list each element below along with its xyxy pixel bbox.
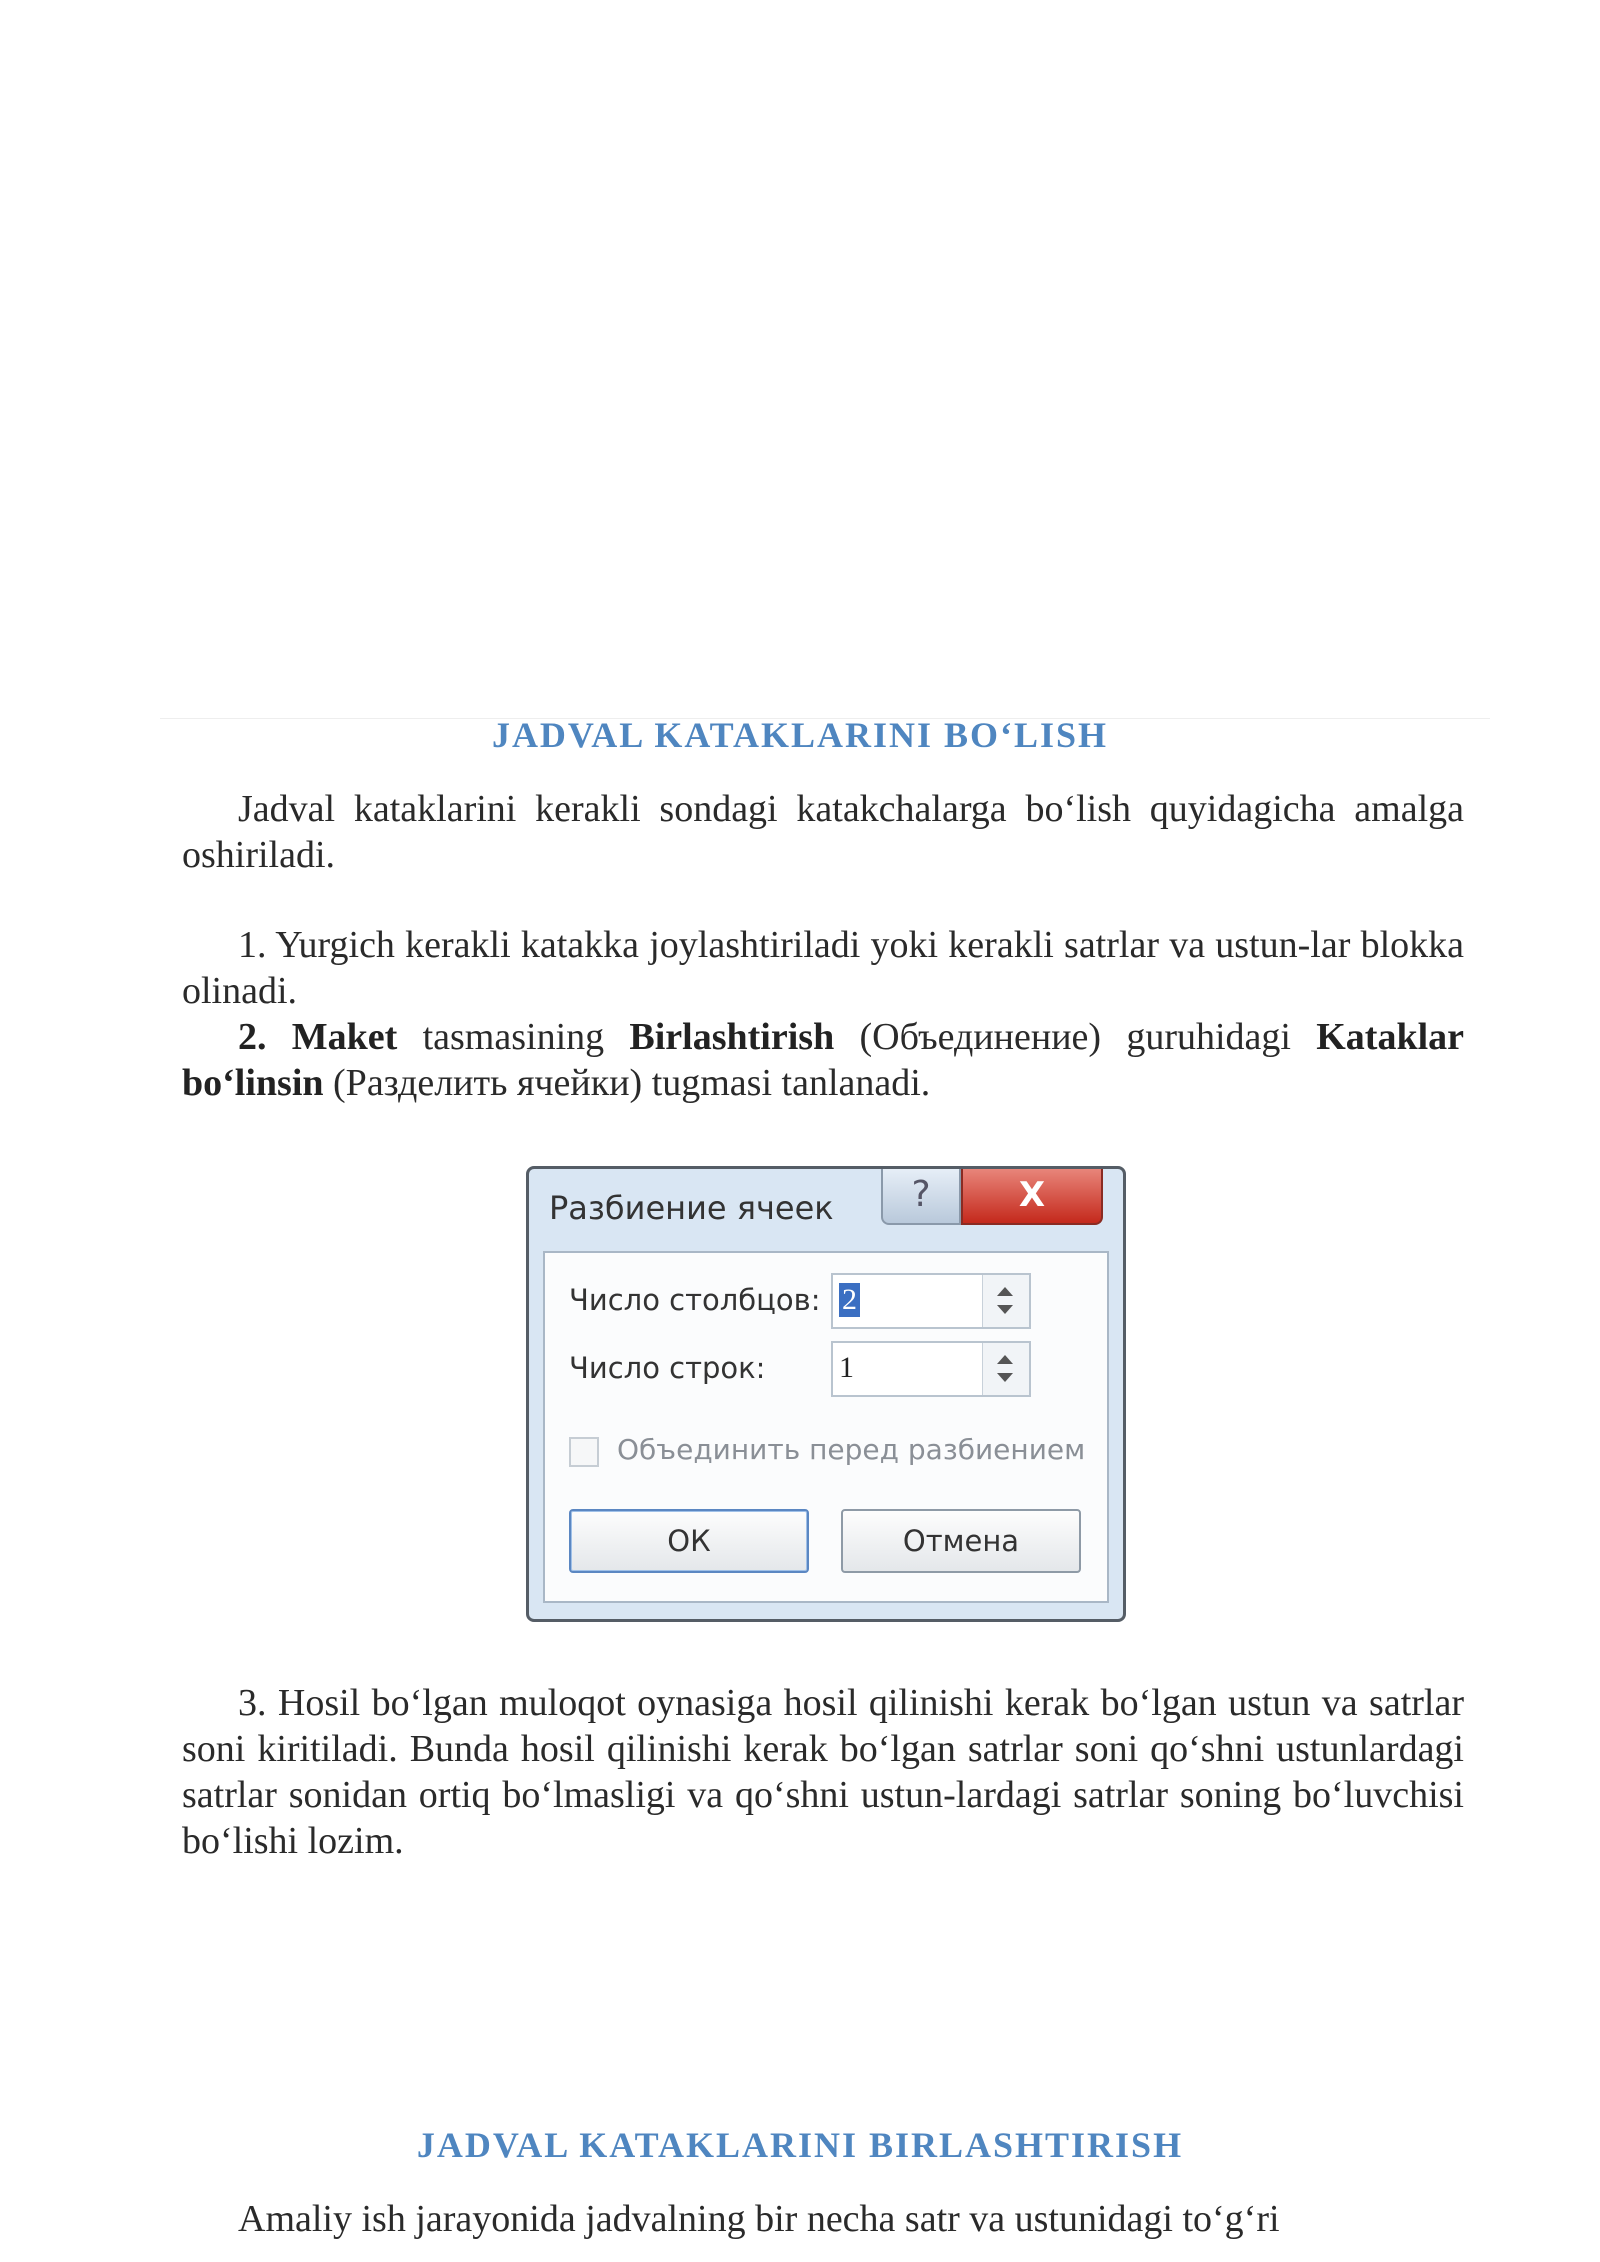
step-2-number: 2.: [238, 1016, 267, 1058]
step-2-birlashtirish: Birlashtirish: [629, 1016, 835, 1058]
columns-spinner[interactable]: [831, 1273, 1031, 1329]
paragraph-merge-intro: [182, 2196, 1464, 2242]
spin-up-icon[interactable]: [997, 1355, 1013, 1364]
ok-button[interactable]: ОК: [569, 1509, 809, 1573]
rows-spinner[interactable]: [831, 1341, 1031, 1397]
paragraph-step-2: [182, 1014, 1464, 1106]
columns-value[interactable]: 2: [839, 1283, 860, 1317]
merge-checkbox[interactable]: [569, 1437, 599, 1467]
help-button[interactable]: [881, 1169, 961, 1225]
rows-value[interactable]: 1: [839, 1351, 854, 1384]
step-2-text-2: (Объединение) guruhidagi: [834, 1016, 1317, 1058]
step-2-text-1: tasmasining: [397, 1016, 630, 1058]
help-icon: ?: [911, 1174, 931, 1215]
paragraph-step-3: [182, 1680, 1464, 1864]
merge-label: Объединить перед разбиением: [617, 1433, 1086, 1466]
dialog-body: [543, 1251, 1109, 1603]
rows-spin-buttons[interactable]: [982, 1343, 1029, 1395]
paragraph-merge-intro-text: Amaliy ish jarayonida jadvalning bir necha satr va ustunidagi to‘g‘ri: [238, 2198, 1280, 2240]
close-button[interactable]: [961, 1169, 1103, 1225]
paragraph-step-3-text: 3. Hosil bo‘lgan muloqot oynasiga hosil qilinishi kerak bo‘lgan ustun va satrlar soni kiritiladi. Bunda hosil qilinishi kerak bo‘lgan satrlar soni qo‘shni ustunlardagi satrlar sonidan ortiq bo‘lmasligi va qo‘shni ustun-lardagi satrlar soning bo‘luvchisi bo‘lishi lozim.: [182, 1682, 1464, 1862]
spin-up-icon[interactable]: [997, 1287, 1013, 1296]
dialog-title: Разбиение ячеек: [549, 1189, 834, 1227]
columns-spin-buttons[interactable]: [982, 1275, 1029, 1327]
spin-down-icon[interactable]: [997, 1373, 1013, 1382]
section-heading-split-cells: JADVAL KATAKLARINI BO‘LISH: [491, 715, 1109, 755]
paragraph-step-1: [182, 922, 1464, 1014]
cancel-button[interactable]: Отмена: [841, 1509, 1081, 1573]
section-heading-merge-cells: JADVAL KATAKLARINI BIRLASHTIRISH: [416, 2125, 1184, 2165]
spin-down-icon[interactable]: [997, 1305, 1013, 1314]
paragraph-intro-text: Jadval kataklarini kerakli sondagi katakchalarga bo‘lish quyidagicha amalga oshiriladi.: [182, 788, 1464, 876]
rows-label: Число строк:: [569, 1351, 766, 1385]
step-2-maket: Maket: [291, 1016, 398, 1058]
step-2-text-3: (Разделить ячейки) tugmasi tanlanadi.: [323, 1062, 931, 1104]
paragraph-intro: [182, 786, 1464, 878]
paragraph-step-1-text: 1. Yurgich kerakli katakka joylashtiriladi yoki kerakli satrlar va ustun-lar blokka olinadi.: [182, 924, 1464, 1012]
step-2-kataklar: Kataklar bo‘linsin: [182, 1016, 1465, 1104]
columns-label: Число столбцов:: [569, 1283, 821, 1317]
split-cells-dialog: [526, 1166, 1126, 1622]
close-icon: X: [1018, 1175, 1046, 1215]
